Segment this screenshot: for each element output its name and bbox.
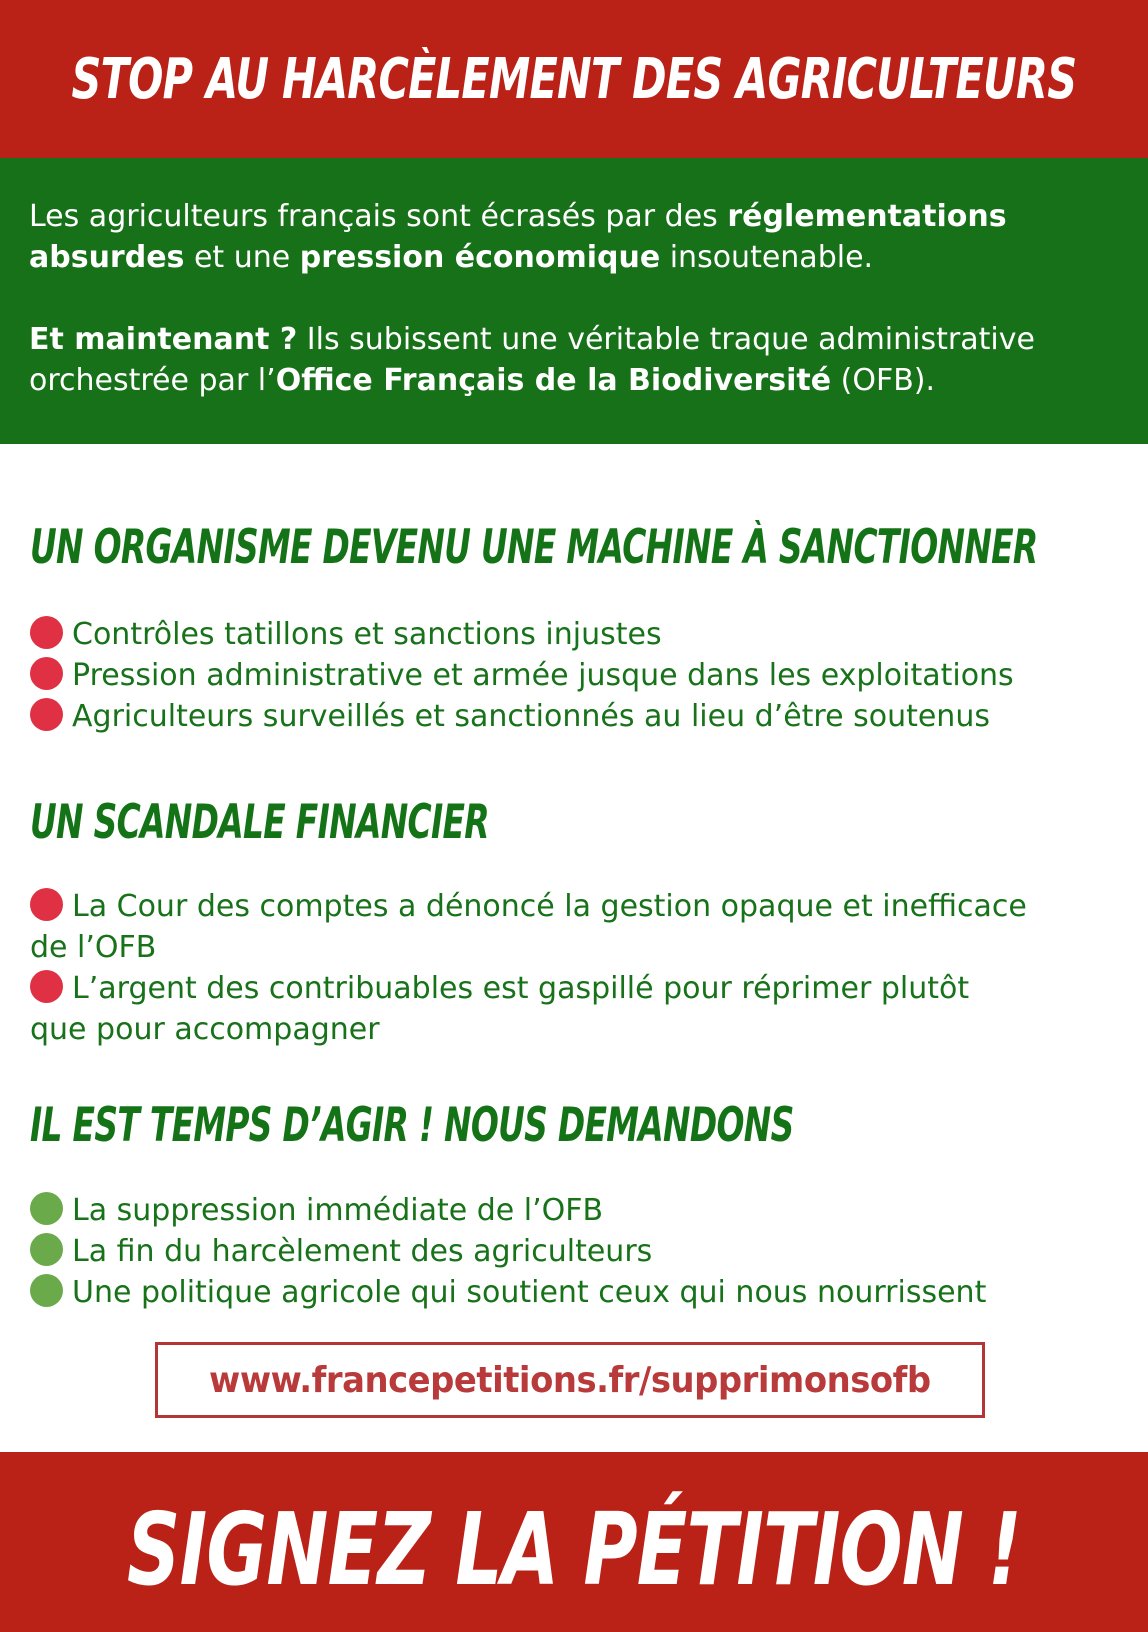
list-item: La fin du harcèlement des agriculteurs xyxy=(30,1231,1130,1272)
section-title-financial: UN SCANDALE FINANCIER xyxy=(30,795,489,850)
list-item: Agriculteurs surveillés et sanctionnés au lieu d’être soutenus xyxy=(30,696,1130,737)
intro-text: insoutenable. xyxy=(660,240,874,275)
section-title-sanctions: UN ORGANISME DEVENU UNE MACHINE À SANCTIONNER xyxy=(30,520,1038,575)
intro-emphasis: Office Français de la Biodiversité xyxy=(275,363,832,398)
intro-text: Les agriculteurs français sont écrasés par des xyxy=(29,199,728,234)
red-bullet-icon xyxy=(30,657,63,690)
red-bullet-icon xyxy=(30,616,63,649)
red-bullet-icon xyxy=(30,970,63,1003)
bottom-banner xyxy=(0,1452,1148,1632)
list-item: La Cour des comptes a dénoncé la gestion opaque et inefficace de l’OFB xyxy=(30,889,1027,965)
intro-paragraph-2 xyxy=(29,319,1128,401)
list-item: Une politique agricole qui soutient ceux qui nous nourrissent xyxy=(30,1272,1130,1313)
list-item: Pression administrative et armée jusque dans les exploitations xyxy=(30,655,1130,696)
intro-paragraph-1 xyxy=(29,196,1128,278)
green-bullet-icon xyxy=(30,1274,63,1307)
intro-text: et une xyxy=(184,240,300,275)
green-bullet-icon xyxy=(30,1192,63,1225)
list-item: Contrôles tatillons et sanctions injustes xyxy=(30,614,1130,655)
intro-text: orchestrée par l’ xyxy=(29,363,276,398)
sanctions-list xyxy=(30,614,1130,737)
page-title: STOP AU HARCÈLEMENT DES AGRICULTEURS xyxy=(71,46,1077,112)
section-title-demands: IL EST TEMPS D’AGIR ! NOUS DEMANDONS xyxy=(30,1098,794,1153)
list-item: La suppression immédiate de l’OFB xyxy=(30,1190,1130,1231)
intro-panel xyxy=(0,158,1148,444)
intro-emphasis: Et maintenant ? xyxy=(29,322,298,357)
intro-text: Ils subissent une véritable traque administrative xyxy=(297,322,1035,357)
red-bullet-icon xyxy=(30,698,63,731)
intro-emphasis: pression économique xyxy=(299,240,661,275)
demands-list xyxy=(30,1190,1130,1313)
intro-emphasis: réglementations xyxy=(727,199,1007,234)
intro-text: (OFB). xyxy=(831,363,936,398)
sign-petition-cta: SIGNEZ LA PÉTITION ! xyxy=(126,1490,1022,1608)
list-item: L’argent des contribuables est gaspillé pour réprimer plutôt que pour accompagner xyxy=(30,971,970,1047)
top-banner xyxy=(0,0,1148,158)
green-bullet-icon xyxy=(30,1233,63,1266)
petition-url-box xyxy=(155,1342,985,1418)
petition-url-link[interactable]: www.francepetitions.fr/supprimonsofb xyxy=(209,1359,931,1401)
intro-emphasis: absurdes xyxy=(29,240,185,275)
red-bullet-icon xyxy=(30,888,63,921)
financial-list xyxy=(30,886,1030,1050)
